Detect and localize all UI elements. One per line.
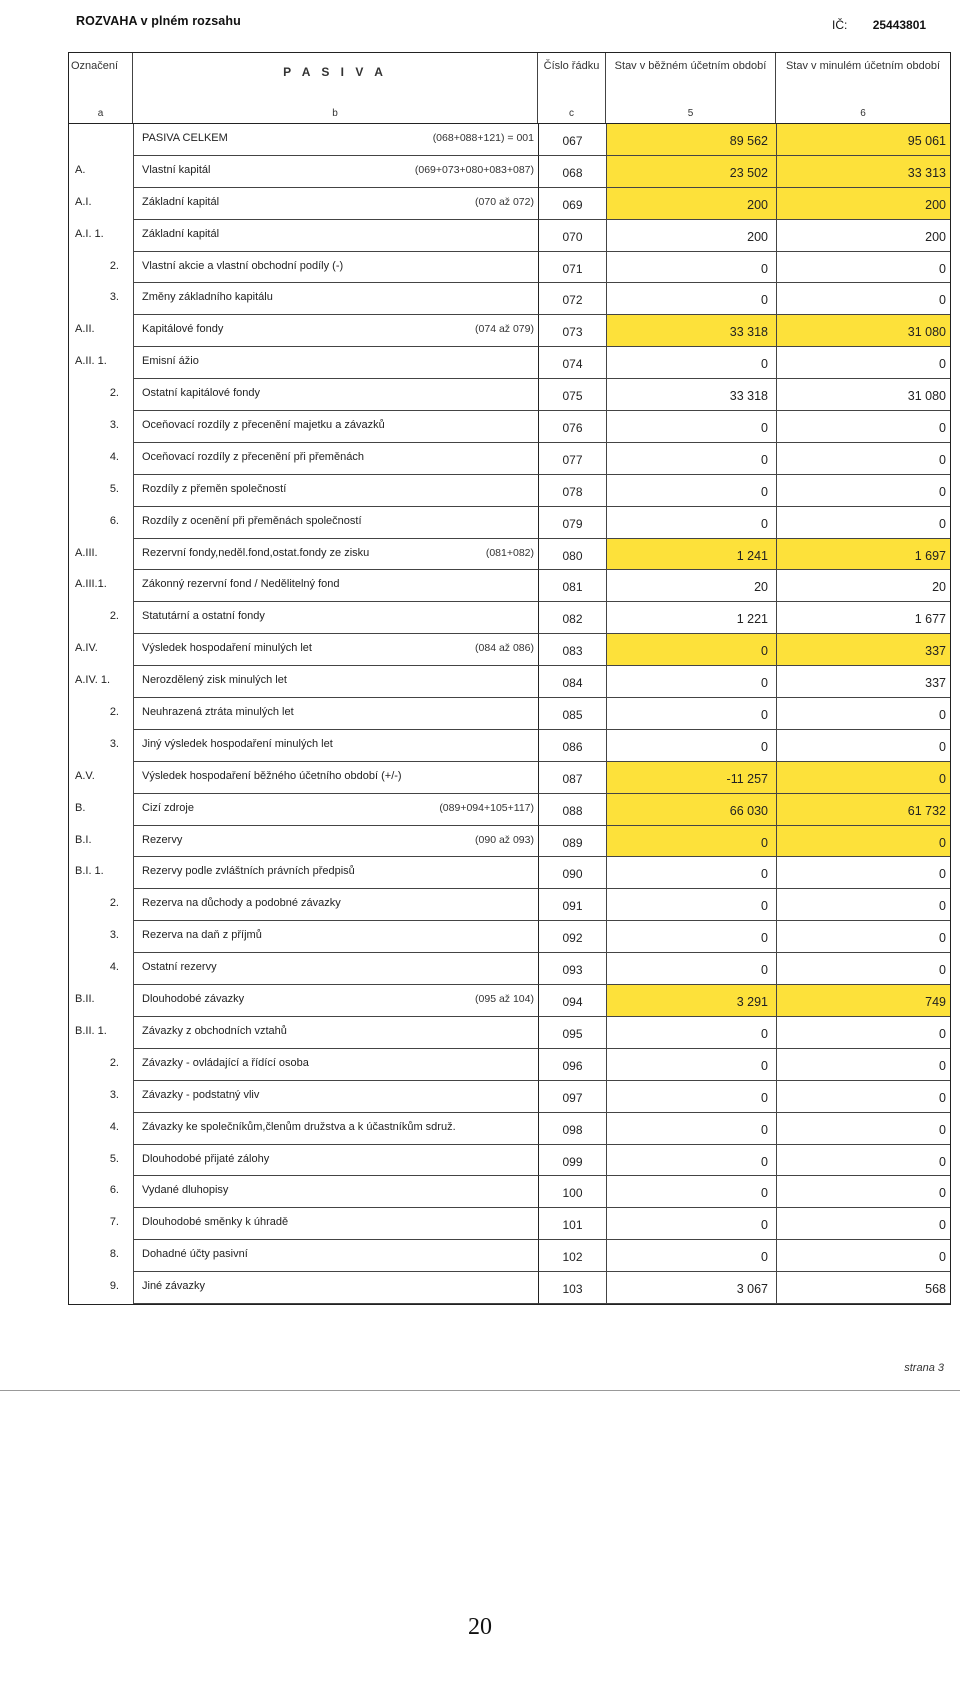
row-code: B.I. (75, 833, 92, 846)
row-number: 073 (538, 315, 606, 347)
row-formula: (090 až 093) (475, 833, 534, 846)
value-previous: 0 (776, 347, 950, 379)
row-code: 3. (109, 291, 119, 304)
row-label: Výsledek hospodaření minulých let (142, 642, 312, 655)
row-label: Oceňovací rozdíly z přecenění majetku a závazků (142, 419, 385, 432)
table-row (69, 730, 950, 762)
table-row (69, 1208, 950, 1240)
value-current: 0 (606, 1145, 776, 1177)
row-label: Statutární a ostatní fondy (142, 610, 265, 623)
row-code: 3. (109, 737, 119, 750)
row-label: Vlastní akcie a vlastní obchodní podíly (-) (142, 259, 344, 272)
document-title: ROZVAHA v plném rozsahu (76, 14, 241, 28)
row-label-cell (133, 889, 538, 921)
row-label: Cizí zdroje (142, 801, 194, 814)
value-previous: 200 (776, 220, 950, 252)
row-code: 4. (109, 961, 119, 974)
row-label: Jiné závazky (142, 1280, 205, 1293)
row-number: 096 (538, 1049, 606, 1081)
table-row (69, 1113, 950, 1145)
row-label-cell (133, 953, 538, 985)
row-label-cell (133, 411, 538, 443)
value-previous: 337 (776, 634, 950, 666)
table-row (69, 507, 950, 539)
row-number: 086 (538, 730, 606, 762)
value-current: 0 (606, 1176, 776, 1208)
row-label: Dlouhodobé směnky k úhradě (142, 1216, 289, 1229)
row-label-cell (133, 1081, 538, 1113)
row-label-cell (133, 507, 538, 539)
header-cislo-label: Číslo řádku (543, 60, 600, 72)
value-current: -11 257 (606, 762, 776, 794)
value-current: 0 (606, 283, 776, 315)
row-code: A.III.1. (75, 578, 107, 591)
value-current: 0 (606, 475, 776, 507)
row-code: 2. (109, 610, 119, 623)
value-previous: 337 (776, 666, 950, 698)
table-row (69, 188, 950, 220)
table-row (69, 985, 950, 1017)
table-row (69, 666, 950, 698)
row-number: 074 (538, 347, 606, 379)
ico-field (832, 18, 926, 32)
row-label-cell (133, 762, 538, 794)
value-previous: 20 (776, 570, 950, 602)
table-row (69, 698, 950, 730)
value-current: 0 (606, 443, 776, 475)
value-previous: 0 (776, 1081, 950, 1113)
value-current: 0 (606, 347, 776, 379)
value-current: 0 (606, 666, 776, 698)
row-code: A.I. 1. (75, 227, 104, 240)
row-formula: (068+088+121) = 001 (432, 132, 534, 144)
row-label: Výsledek hospodaření běžného účetního období (+/-) (142, 769, 402, 782)
row-code: A. (75, 163, 86, 176)
row-code: 7. (109, 1216, 119, 1229)
row-code: A.III. (75, 546, 98, 559)
header-cislo (538, 53, 606, 123)
value-current: 0 (606, 507, 776, 539)
row-code: 2. (109, 259, 119, 272)
row-number: 097 (538, 1081, 606, 1113)
row-number: 093 (538, 953, 606, 985)
table-row (69, 826, 950, 858)
row-number: 092 (538, 921, 606, 953)
row-label-cell (133, 124, 538, 156)
header-pasiva-sub: b (332, 108, 338, 119)
table-row (69, 794, 950, 826)
value-previous: 61 732 (776, 794, 950, 826)
table-row (69, 634, 950, 666)
value-previous: 568 (776, 1272, 950, 1304)
header-pasiva (133, 53, 538, 123)
row-number: 078 (538, 475, 606, 507)
table-header (69, 53, 950, 124)
value-previous: 0 (776, 857, 950, 889)
row-number: 069 (538, 188, 606, 220)
row-formula: (074 až 079) (475, 323, 534, 336)
row-label-cell (133, 1145, 538, 1177)
value-current: 0 (606, 921, 776, 953)
row-formula: (070 až 072) (475, 195, 534, 208)
row-label-cell (133, 730, 538, 762)
row-number: 072 (538, 283, 606, 315)
value-previous: 0 (776, 475, 950, 507)
header-minule-label: Stav v minulém účetním období (785, 60, 941, 72)
value-current: 0 (606, 1049, 776, 1081)
table-row (69, 1017, 950, 1049)
row-label: Změny základního kapitálu (142, 291, 273, 304)
header-bezne-sub: 5 (687, 108, 694, 119)
row-number: 068 (538, 156, 606, 188)
row-label: Dohadné účty pasivní (142, 1248, 248, 1261)
ico-label: IČ: (832, 18, 848, 32)
row-label: PASIVA CELKEM (142, 132, 228, 144)
row-number: 071 (538, 252, 606, 284)
value-current: 0 (606, 634, 776, 666)
row-label: Základní kapitál (142, 195, 220, 208)
table-row (69, 570, 950, 602)
value-previous: 0 (776, 1049, 950, 1081)
row-number: 099 (538, 1145, 606, 1177)
value-current: 200 (606, 188, 776, 220)
ico-value: 25443801 (872, 18, 927, 32)
row-code: 2. (109, 897, 119, 910)
row-label: Rezerva na daň z příjmů (142, 929, 262, 942)
row-formula: (095 až 104) (475, 993, 534, 1006)
value-previous: 0 (776, 762, 950, 794)
row-code: 6. (109, 514, 119, 527)
table-row (69, 857, 950, 889)
row-label-cell (133, 826, 538, 858)
table-row (69, 252, 950, 284)
table-row (69, 1145, 950, 1177)
value-previous: 1 677 (776, 602, 950, 634)
row-code: A.V. (75, 769, 95, 782)
row-label-cell (133, 156, 538, 188)
row-label-cell (133, 985, 538, 1017)
row-label-cell (133, 252, 538, 284)
value-previous: 1 697 (776, 539, 950, 571)
value-current: 0 (606, 730, 776, 762)
row-label-cell (133, 283, 538, 315)
row-label: Vydané dluhopisy (142, 1184, 229, 1197)
value-previous: 31 080 (776, 315, 950, 347)
row-label: Rezervní fondy,neděl.fond,ostat.fondy ze zisku (142, 546, 370, 559)
value-current: 0 (606, 698, 776, 730)
row-label: Zákonný rezervní fond / Nedělitelný fond (142, 578, 340, 591)
table-row (69, 283, 950, 315)
header-minule (776, 53, 950, 123)
row-code: 2. (109, 387, 119, 400)
row-label: Rozdíly z ocenění při přeměnách společností (142, 514, 362, 527)
value-current: 3 067 (606, 1272, 776, 1304)
row-code: 3. (109, 419, 119, 432)
row-label-cell (133, 315, 538, 347)
header-oznaceni-sub: a (97, 108, 104, 119)
row-label: Dlouhodobé přijaté zálohy (142, 1152, 270, 1165)
row-number: 067 (538, 124, 606, 156)
row-code: B.II. (75, 993, 95, 1006)
row-number: 076 (538, 411, 606, 443)
table-row (69, 1272, 950, 1304)
row-label-cell (133, 1208, 538, 1240)
row-label-cell (133, 539, 538, 571)
table-row (69, 602, 950, 634)
table-row (69, 347, 950, 379)
value-current: 20 (606, 570, 776, 602)
row-code: 2. (109, 706, 119, 719)
row-code: 4. (109, 450, 119, 463)
value-current: 1 241 (606, 539, 776, 571)
table-row (69, 475, 950, 507)
value-current: 33 318 (606, 379, 776, 411)
table-row (69, 156, 950, 188)
row-number: 075 (538, 379, 606, 411)
header-minule-sub: 6 (860, 108, 866, 119)
table-row (69, 889, 950, 921)
value-previous: 200 (776, 188, 950, 220)
row-number: 100 (538, 1176, 606, 1208)
table-row (69, 315, 950, 347)
value-previous: 0 (776, 507, 950, 539)
row-number: 084 (538, 666, 606, 698)
row-number: 082 (538, 602, 606, 634)
row-formula: (081+082) (485, 546, 534, 559)
value-previous: 0 (776, 1240, 950, 1272)
row-label: Závazky - ovládající a řídící osoba (142, 1056, 309, 1069)
row-label-cell (133, 1272, 538, 1304)
row-label: Dlouhodobé závazky (142, 993, 245, 1006)
row-number: 089 (538, 826, 606, 858)
row-code: B.I. 1. (75, 865, 104, 878)
value-previous: 0 (776, 953, 950, 985)
value-current: 3 291 (606, 985, 776, 1017)
value-previous: 749 (776, 985, 950, 1017)
value-current: 66 030 (606, 794, 776, 826)
value-previous: 0 (776, 252, 950, 284)
page-label: strana 3 (904, 1362, 944, 1374)
row-label-cell (133, 1049, 538, 1081)
table-row (69, 379, 950, 411)
row-code: 9. (109, 1280, 119, 1293)
value-current: 0 (606, 1017, 776, 1049)
table-row (69, 443, 950, 475)
row-label: Rozdíly z přeměn společností (142, 482, 287, 495)
value-previous: 95 061 (776, 124, 950, 156)
row-number: 088 (538, 794, 606, 826)
header-cislo-sub: c (569, 108, 574, 119)
value-current: 23 502 (606, 156, 776, 188)
value-previous: 0 (776, 921, 950, 953)
row-formula: (089+094+105+117) (439, 801, 534, 814)
row-number: 083 (538, 634, 606, 666)
value-previous: 0 (776, 698, 950, 730)
value-previous: 0 (776, 283, 950, 315)
table-body (69, 124, 950, 1304)
row-number: 070 (538, 220, 606, 252)
row-label-cell (133, 698, 538, 730)
table-row (69, 1081, 950, 1113)
row-label-cell (133, 1017, 538, 1049)
row-code: 2. (109, 1056, 119, 1069)
table-row (69, 220, 950, 252)
row-label: Nerozdělený zisk minulých let (142, 674, 287, 687)
table-row (69, 762, 950, 794)
row-label: Ostatní rezervy (142, 961, 217, 974)
row-number: 085 (538, 698, 606, 730)
value-current: 1 221 (606, 602, 776, 634)
row-label-cell (133, 347, 538, 379)
row-number: 079 (538, 507, 606, 539)
row-label: Rezervy (142, 833, 183, 846)
row-code: 6. (109, 1184, 119, 1197)
value-previous: 0 (776, 1176, 950, 1208)
row-code: B.II. 1. (75, 1024, 107, 1037)
row-label-cell (133, 1176, 538, 1208)
row-number: 098 (538, 1113, 606, 1145)
value-current: 33 318 (606, 315, 776, 347)
value-previous: 0 (776, 443, 950, 475)
row-number: 080 (538, 539, 606, 571)
row-formula: (084 až 086) (475, 642, 534, 655)
row-code: 8. (109, 1248, 119, 1261)
row-label: Závazky - podstatný vliv (142, 1088, 260, 1101)
row-label: Vlastní kapitál (142, 163, 211, 176)
row-code: A.IV. (75, 642, 98, 655)
value-previous: 33 313 (776, 156, 950, 188)
row-number: 091 (538, 889, 606, 921)
row-label-cell (133, 602, 538, 634)
row-label-cell (133, 570, 538, 602)
value-current: 0 (606, 826, 776, 858)
value-current: 0 (606, 1240, 776, 1272)
row-code: A.II. 1. (75, 355, 107, 368)
value-current: 200 (606, 220, 776, 252)
row-code: A.IV. 1. (75, 674, 111, 687)
row-label: Rezerva na důchody a podobné závazky (142, 897, 341, 910)
row-number: 103 (538, 1272, 606, 1304)
row-label-cell (133, 666, 538, 698)
row-code: 3. (109, 1088, 119, 1101)
row-label-cell (133, 443, 538, 475)
row-number: 090 (538, 857, 606, 889)
row-label-cell (133, 921, 538, 953)
row-label-cell (133, 188, 538, 220)
value-previous: 0 (776, 411, 950, 443)
value-current: 0 (606, 953, 776, 985)
row-label-cell (133, 1240, 538, 1272)
value-previous: 0 (776, 1017, 950, 1049)
value-current: 0 (606, 1113, 776, 1145)
row-label-cell (133, 220, 538, 252)
value-previous: 0 (776, 730, 950, 762)
header-bezne (606, 53, 776, 123)
row-number: 102 (538, 1240, 606, 1272)
footer-page-number: 20 (468, 1614, 492, 1640)
row-number: 094 (538, 985, 606, 1017)
row-code: 5. (109, 482, 119, 495)
row-label: Emisní ážio (142, 355, 199, 368)
header-pasiva-label: P A S I V A (283, 65, 387, 79)
value-previous: 31 080 (776, 379, 950, 411)
row-number: 101 (538, 1208, 606, 1240)
row-label-cell (133, 475, 538, 507)
row-label-cell (133, 634, 538, 666)
table-row (69, 124, 950, 156)
table-row (69, 1049, 950, 1081)
balance-sheet-table (68, 52, 951, 1305)
row-number: 077 (538, 443, 606, 475)
row-label: Základní kapitál (142, 227, 220, 240)
header-oznaceni-label: Označení (71, 60, 119, 72)
value-previous: 0 (776, 1113, 950, 1145)
table-row (69, 921, 950, 953)
row-number: 081 (538, 570, 606, 602)
row-formula: (069+073+080+083+087) (414, 163, 534, 176)
row-label: Závazky ke společníkům,členům družstva a k účastníkům sdruž. (142, 1120, 456, 1133)
page-separator (0, 1390, 960, 1391)
row-label: Neuhrazená ztráta minulých let (142, 706, 294, 719)
row-label: Závazky z obchodních vztahů (142, 1024, 287, 1037)
value-current: 0 (606, 1081, 776, 1113)
row-code: 4. (109, 1120, 119, 1133)
row-label: Kapitálové fondy (142, 323, 224, 336)
row-code: B. (75, 801, 86, 814)
row-code: 5. (109, 1152, 119, 1165)
value-current: 0 (606, 1208, 776, 1240)
row-code (69, 124, 133, 156)
table-row (69, 953, 950, 985)
header-oznaceni (69, 53, 133, 123)
row-label: Ostatní kapitálové fondy (142, 387, 261, 400)
table-row (69, 411, 950, 443)
value-previous: 0 (776, 826, 950, 858)
row-label: Rezervy podle zvláštních právních předpisů (142, 865, 355, 878)
header-bezne-label: Stav v běžném účetním období (614, 60, 767, 72)
value-previous: 0 (776, 1208, 950, 1240)
row-label: Jiný výsledek hospodaření minulých let (142, 737, 333, 750)
table-row (69, 1240, 950, 1272)
row-label-cell (133, 857, 538, 889)
row-code: A.II. (75, 323, 95, 336)
value-current: 0 (606, 857, 776, 889)
row-label-cell (133, 379, 538, 411)
table-row (69, 539, 950, 571)
table-row (69, 1176, 950, 1208)
row-code: A.I. (75, 195, 92, 208)
value-previous: 0 (776, 1145, 950, 1177)
row-code: 3. (109, 929, 119, 942)
row-label-cell (133, 1113, 538, 1145)
row-number: 095 (538, 1017, 606, 1049)
value-current: 0 (606, 411, 776, 443)
value-current: 89 562 (606, 124, 776, 156)
value-current: 0 (606, 889, 776, 921)
row-label: Oceňovací rozdíly z přecenění při přeměnách (142, 450, 364, 463)
row-number: 087 (538, 762, 606, 794)
value-previous: 0 (776, 889, 950, 921)
value-current: 0 (606, 252, 776, 284)
row-label-cell (133, 794, 538, 826)
